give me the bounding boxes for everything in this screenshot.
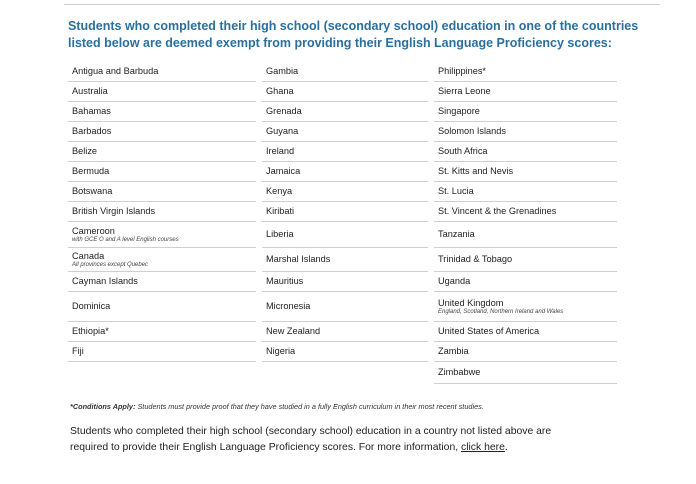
country-cell xyxy=(262,292,428,322)
table-row xyxy=(68,102,617,122)
country-name: Philippines* xyxy=(438,66,487,76)
country-cell xyxy=(68,222,256,248)
country-cell xyxy=(68,82,256,102)
country-cell xyxy=(262,82,428,102)
table-row xyxy=(68,182,617,202)
country-cell xyxy=(434,182,617,202)
country-name: Jamaica xyxy=(266,166,301,176)
country-name: Ethiopia* xyxy=(72,326,109,336)
country-cell xyxy=(434,362,617,384)
table-row xyxy=(68,272,617,292)
country-name: Tanzania xyxy=(438,229,475,239)
country-name: Grenada xyxy=(266,106,302,116)
country-cell xyxy=(434,248,617,272)
country-cell xyxy=(262,272,428,292)
country-name: Ireland xyxy=(266,146,295,156)
table-row xyxy=(68,362,617,384)
country-name: St. Vincent & the Grenadines xyxy=(438,206,557,216)
country-cell xyxy=(262,202,428,222)
table-row xyxy=(68,62,617,82)
country-name: British Virgin Islands xyxy=(72,206,156,216)
country-name: Dominica xyxy=(72,301,111,311)
country-name: Antigua and Barbuda xyxy=(72,66,159,76)
country-name: Bermuda xyxy=(72,166,110,176)
country-cell xyxy=(262,248,428,272)
country-cell xyxy=(262,342,428,362)
country-name: Zimbabwe xyxy=(438,367,481,377)
country-note: England, Scotland, Northern Ireland and Wales xyxy=(438,308,564,315)
table-row xyxy=(68,82,617,102)
country-name: Ghana xyxy=(266,86,294,96)
country-note: All provinces except Quebec xyxy=(72,261,149,268)
table-row xyxy=(68,162,617,182)
country-name: Nigeria xyxy=(266,346,296,356)
footer-end: . xyxy=(504,442,508,453)
country-name: Kenya xyxy=(266,186,293,196)
country-note: with GCE O and A level English courses xyxy=(72,236,179,243)
country-cell xyxy=(434,292,617,322)
country-name: Uganda xyxy=(438,276,471,286)
table-row xyxy=(68,142,617,162)
country-cell xyxy=(434,342,617,362)
table-row xyxy=(68,292,617,322)
country-name: Barbados xyxy=(72,126,112,136)
country-cell xyxy=(68,122,256,142)
country-name: United Kingdom xyxy=(438,297,504,308)
country-name: Cameroon xyxy=(72,225,115,236)
country-name: Fiji xyxy=(72,346,84,356)
country-cell xyxy=(434,272,617,292)
country-cell xyxy=(68,62,256,82)
country-cell xyxy=(434,142,617,162)
country-cell xyxy=(68,202,256,222)
country-name: St. Kitts and Nevis xyxy=(438,166,514,176)
country-cell xyxy=(434,82,617,102)
country-cell xyxy=(262,182,428,202)
country-cell xyxy=(434,102,617,122)
country-name: Gambia xyxy=(266,66,299,76)
country-cell xyxy=(68,362,256,384)
country-cell xyxy=(68,142,256,162)
conditions-label: *Conditions Apply: xyxy=(70,402,136,411)
country-cell xyxy=(262,222,428,248)
country-cell xyxy=(262,102,428,122)
table-row xyxy=(68,122,617,142)
table-row xyxy=(68,222,617,248)
table-row xyxy=(68,202,617,222)
table-row xyxy=(68,322,617,342)
footer-text: Students who completed their high school (secondary school) education in a country not listed above are required to provide their English Language Proficiency scores. For more information, xyxy=(70,426,552,453)
country-name: Cayman Islands xyxy=(72,276,138,286)
footer-paragraph xyxy=(70,424,590,456)
country-cell xyxy=(262,122,428,142)
country-name: Liberia xyxy=(266,229,294,239)
country-cell xyxy=(68,272,256,292)
click-here-link[interactable]: click here xyxy=(461,442,505,453)
country-name: Zambia xyxy=(438,346,469,356)
country-name: St. Lucia xyxy=(438,186,474,196)
country-name: Guyana xyxy=(266,126,299,136)
country-cell xyxy=(434,122,617,142)
country-cell xyxy=(68,248,256,272)
top-divider xyxy=(64,4,660,5)
country-cell xyxy=(262,362,428,384)
country-name: Botswana xyxy=(72,186,113,196)
country-cell xyxy=(262,62,428,82)
country-name: Belize xyxy=(72,146,98,156)
country-cell xyxy=(68,322,256,342)
conditions-text: Students must provide proof that they have studied in a fully English curriculum in their most recent studies. xyxy=(137,402,484,411)
country-name: South Africa xyxy=(438,146,488,156)
country-name: New Zealand xyxy=(266,326,321,336)
country-cell xyxy=(68,102,256,122)
country-table xyxy=(68,62,617,384)
country-cell xyxy=(434,62,617,82)
country-cell xyxy=(262,142,428,162)
country-cell xyxy=(68,162,256,182)
country-name: Sierra Leone xyxy=(438,86,491,96)
country-name: Trinidad & Tobago xyxy=(438,254,513,264)
country-name: Mauritius xyxy=(266,276,304,286)
country-name: United States of America xyxy=(438,326,540,336)
table-row xyxy=(68,342,617,362)
country-name: Kiribati xyxy=(266,206,295,216)
conditions-note xyxy=(70,402,670,411)
country-name: Australia xyxy=(72,86,108,96)
country-cell xyxy=(68,182,256,202)
exemption-heading: Students who completed their high school (secondary school) education in one of the countries listed below are deemed exempt from providing their English Language Proficiency scores: xyxy=(68,19,639,50)
country-cell xyxy=(262,162,428,182)
country-name: Solomon Islands xyxy=(438,126,506,136)
country-name: Singapore xyxy=(438,106,480,116)
country-cell xyxy=(434,322,617,342)
country-cell xyxy=(434,162,617,182)
country-name: Marshal Islands xyxy=(266,254,331,264)
country-cell xyxy=(68,342,256,362)
country-cell xyxy=(434,222,617,248)
country-name: Canada xyxy=(72,250,105,261)
country-cell xyxy=(434,202,617,222)
table-row xyxy=(68,248,617,272)
country-cell xyxy=(262,322,428,342)
country-cell xyxy=(68,292,256,322)
country-name: Bahamas xyxy=(72,106,111,116)
country-name: Micronesia xyxy=(266,301,311,311)
